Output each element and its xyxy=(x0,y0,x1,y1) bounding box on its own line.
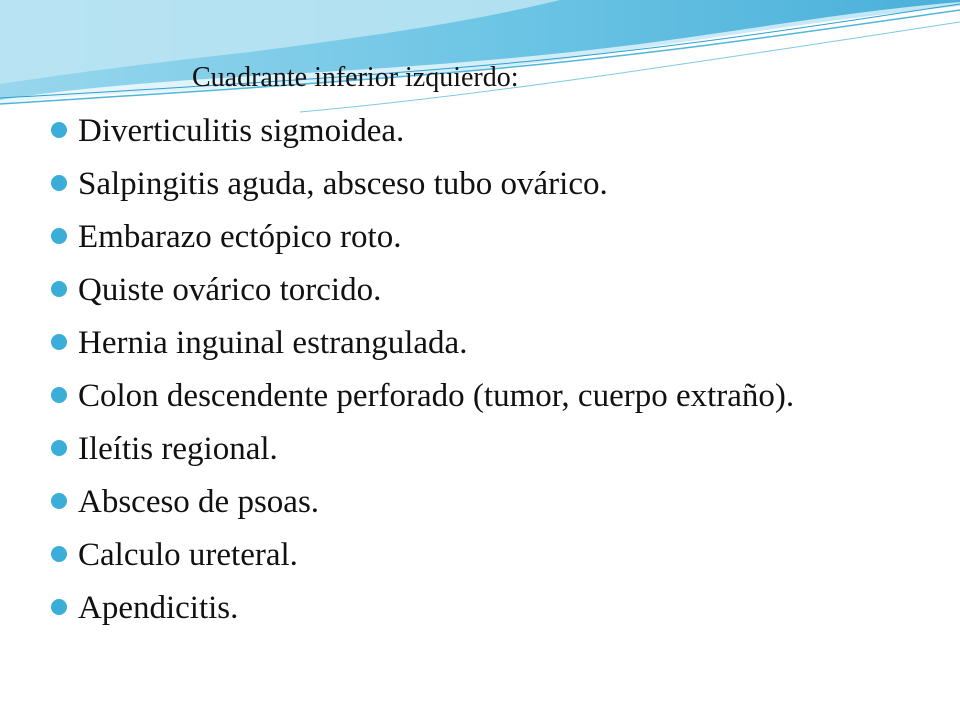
bullet-dot-icon xyxy=(51,228,67,244)
list-item-text: Calculo ureteral. xyxy=(78,537,298,573)
bullet-dot-icon xyxy=(51,599,67,615)
list-item-text: Salpingitis aguda, absceso tubo ovárico. xyxy=(78,166,608,202)
bullet-list xyxy=(48,108,928,638)
list-item-text: Absceso de psoas. xyxy=(78,484,320,520)
bullet-dot-icon xyxy=(51,546,67,562)
bullet-dot-icon xyxy=(51,122,67,138)
bullet-dot-icon xyxy=(51,281,67,297)
list-item xyxy=(48,320,928,366)
list-item xyxy=(48,161,928,207)
list-item-text: Hernia inguinal estrangulada. xyxy=(78,325,468,361)
slide-heading: Cuadrante inferior izquierdo: xyxy=(192,62,519,93)
list-item xyxy=(48,426,928,472)
list-item xyxy=(48,108,928,154)
bullet-dot-icon xyxy=(51,175,67,191)
list-item-text: Quiste ovárico torcido. xyxy=(78,272,382,308)
list-item xyxy=(48,373,928,419)
list-item xyxy=(48,585,928,631)
bullet-dot-icon xyxy=(51,387,67,403)
list-item xyxy=(48,214,928,260)
bullet-dot-icon xyxy=(51,334,67,350)
list-item xyxy=(48,267,928,313)
bullet-dot-icon xyxy=(51,493,67,509)
list-item-text: Diverticulitis sigmoidea. xyxy=(78,113,405,149)
list-item-text: Colon descendente perforado (tumor, cuerpo extraño). xyxy=(78,378,795,414)
list-item-text: Ileítis regional. xyxy=(78,431,278,467)
list-item-text: Embarazo ectópico roto. xyxy=(78,219,402,255)
bullet-dot-icon xyxy=(51,440,67,456)
list-item xyxy=(48,479,928,525)
list-item-text: Apendicitis. xyxy=(78,590,239,626)
list-item xyxy=(48,532,928,578)
